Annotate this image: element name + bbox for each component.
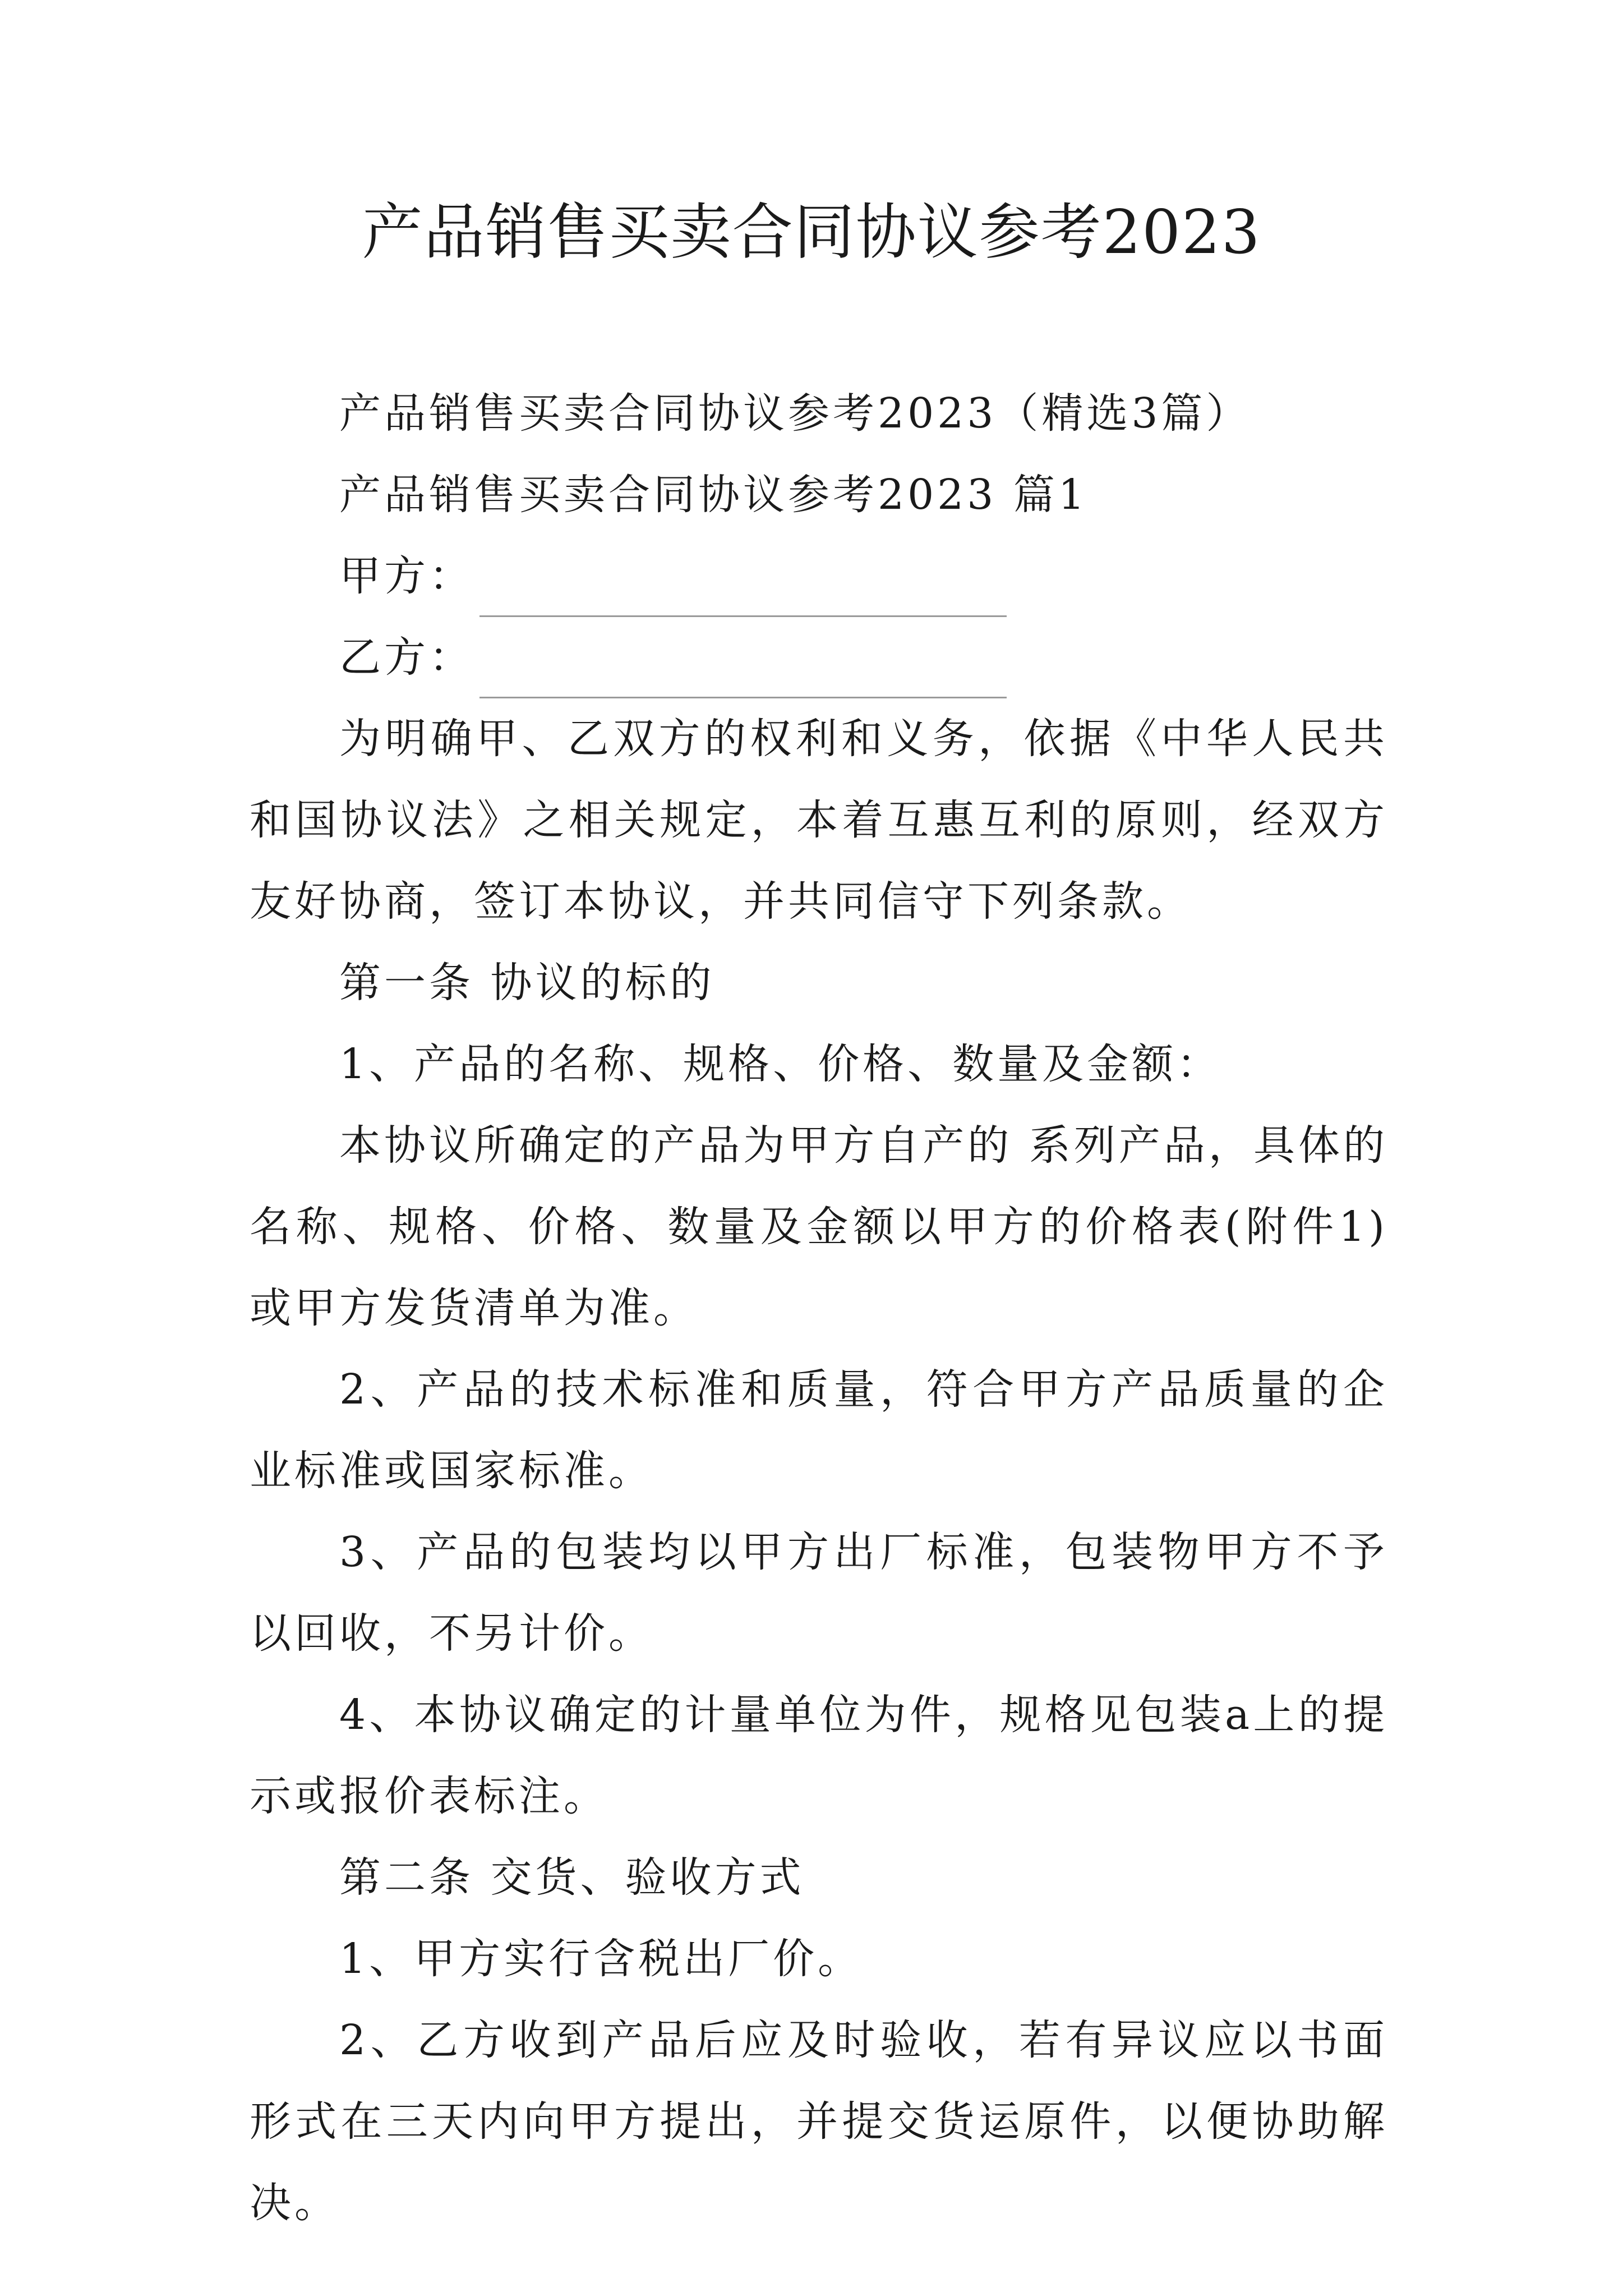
article-2-heading: 第二条 交货、验收方式 bbox=[339, 1853, 805, 1902]
party-a-blank bbox=[479, 570, 1007, 617]
article-1-item-2: 2、产品的技术标准和质量，符合甲方产品质量的企业标准或国家标准。 bbox=[250, 1365, 1388, 1495]
article-2-item-2: 2、乙方收到产品后应及时验收，若有异议应以书面形式在三天内向甲方提出，并提交货运原件，以便协助解决。 bbox=[250, 2016, 1388, 2227]
article-1-item-1-detail: 本协议所确定的产品为甲方自产的 系列产品，具体的名称、规格、价格、数量及金额以甲方的价格表(附件1)或甲方发货清单为准。 bbox=[250, 1121, 1388, 1332]
intro-paragraph: 为明确甲、乙双方的权利和义务，依据《中华人民共和国协议法》之相关规定，本着互惠互利的原则，经双方友好协商，签订本协议，并共同信守下列条款。 bbox=[250, 715, 1388, 926]
party-a-label: 甲方： bbox=[339, 552, 474, 600]
part-heading: 产品销售买卖合同协议参考2023 篇1 bbox=[339, 471, 1088, 519]
party-b-label: 乙方： bbox=[339, 633, 474, 682]
document-title: 产品销售买卖合同协议参考2023 bbox=[362, 197, 1261, 268]
article-1-item-4: 4、本协议确定的计量单位为件，规格见包装a上的提示或报价表标注。 bbox=[250, 1691, 1388, 1820]
document-body bbox=[250, 373, 1388, 2244]
party-a-line bbox=[250, 536, 1388, 617]
article-1-item-1: 1、产品的名称、规格、价格、数量及金额： bbox=[339, 1040, 1222, 1088]
article-1-heading: 第一条 协议的标的 bbox=[339, 959, 715, 1007]
party-b-line bbox=[250, 617, 1388, 698]
party-b-blank bbox=[479, 652, 1007, 698]
article-1-item-3: 3、产品的包装均以甲方出厂标准，包装物甲方不予以回收，不另计价。 bbox=[250, 1528, 1388, 1658]
document-subtitle: 产品销售买卖合同协议参考2023（精选3篇） bbox=[339, 389, 1251, 438]
article-2-item-1: 1、甲方实行含税出厂价。 bbox=[339, 1935, 863, 1983]
